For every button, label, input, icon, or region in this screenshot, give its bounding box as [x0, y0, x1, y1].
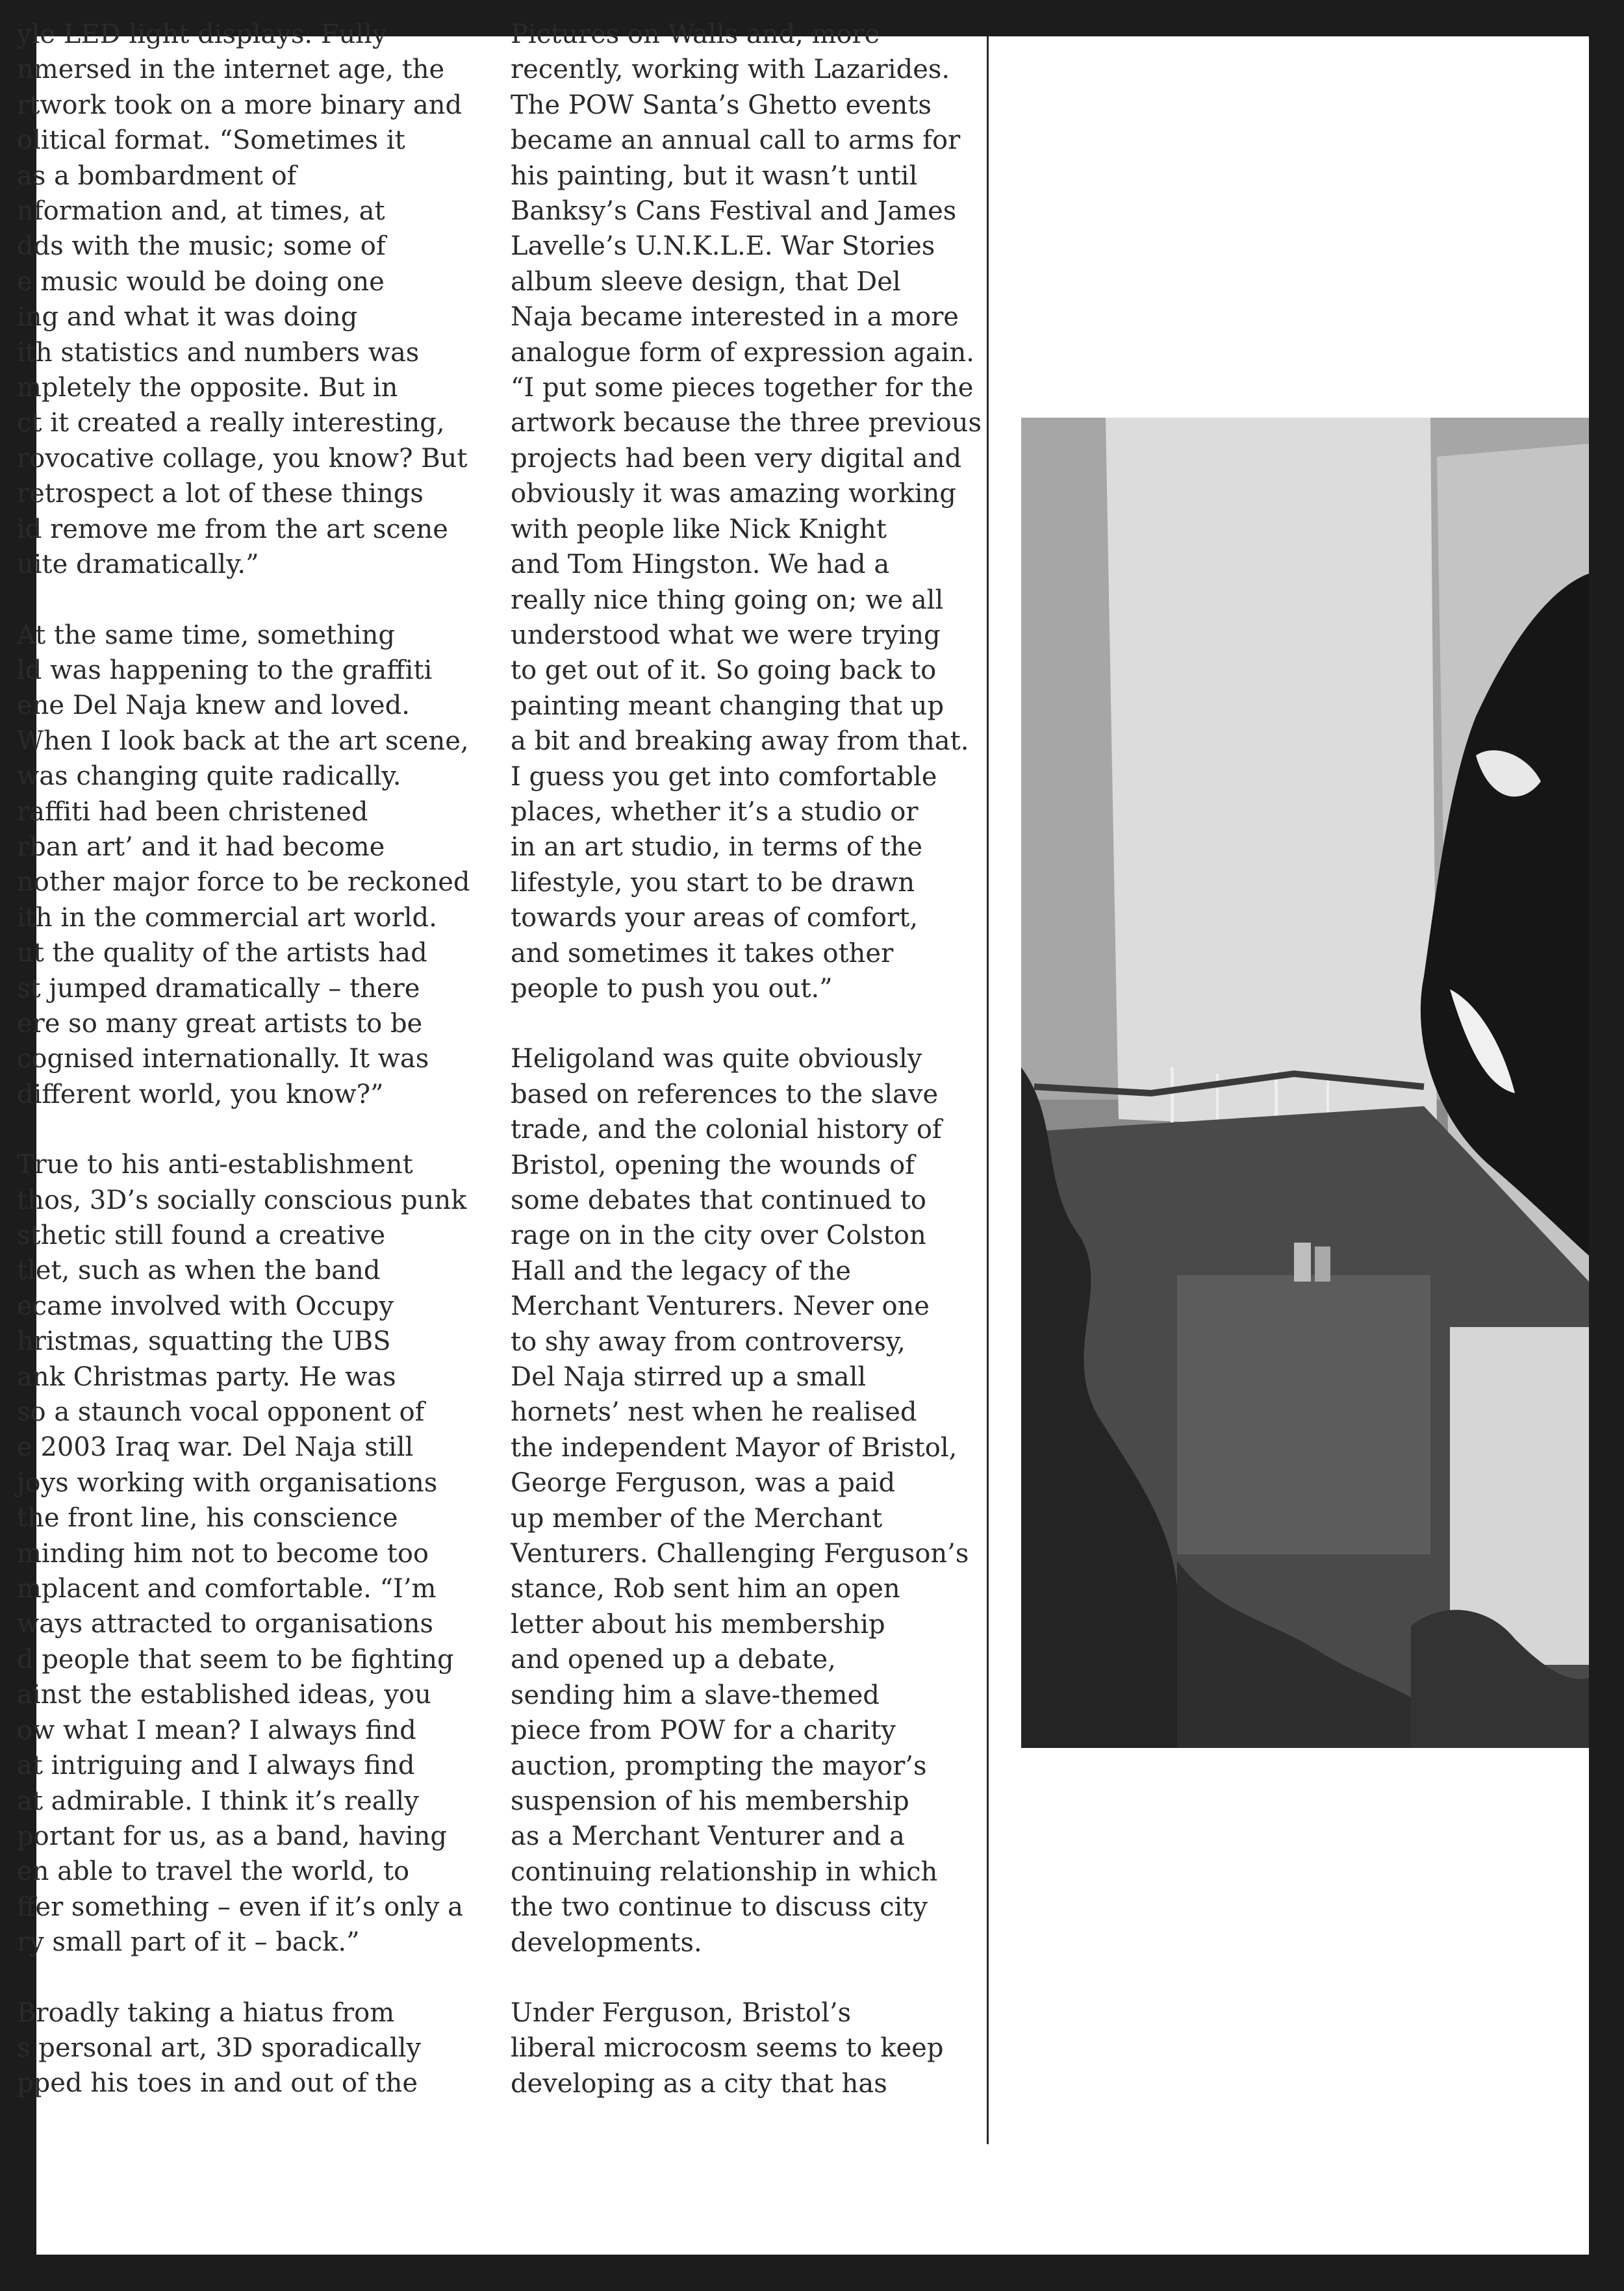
right-column-line: George Ferguson, was a paid [511, 1468, 896, 1499]
left-column-line: portant for us, as a band, having [17, 1821, 447, 1851]
left-column-line: When I look back at the art scene, [17, 726, 469, 756]
right-column-line [511, 1006, 1030, 1041]
left-column-line: e 2003 Iraq war. Del Naja still [17, 1432, 414, 1463]
right-column-line: became an annual call to arms for [511, 125, 961, 156]
left-column-line: d people that seem to be fighting [17, 1644, 454, 1675]
right-column-line: Pictures on Walls and, more [511, 19, 880, 49]
right-column-line: Hall and the legacy of the [511, 1256, 851, 1286]
right-column-line: recently, working with Lazarides. [511, 55, 950, 85]
left-column-line: ffer something – even if it’s only a [17, 1892, 463, 1922]
right-column-line: album sleeve design, that Del [511, 266, 901, 297]
left-column-line: s personal art, 3D sporadically [17, 2032, 422, 2063]
magazine-page [17, 19, 1589, 2255]
left-column-line: ere so many great artists to be [17, 1008, 423, 1039]
graffiti-wall-photo [1021, 418, 1589, 1748]
article-column-right [511, 17, 1030, 2101]
left-column-line: raffiti had been christened [17, 796, 368, 827]
left-column-line: ene Del Naja knew and loved. [17, 690, 410, 721]
left-column-line: pped his toes in and out of the [17, 2068, 418, 2099]
right-column-line: as a Merchant Venturer and a [511, 1821, 905, 1852]
right-column-line: trade, and the colonial history of [511, 1115, 942, 1145]
left-column-line: ld was happening to the graffiti [17, 655, 433, 685]
left-column-line: rovocative collage, you know? But [17, 443, 468, 474]
right-column-line: Heligoland was quite obviously [511, 1044, 922, 1074]
right-column-line: projects had been very digital and [511, 443, 962, 474]
left-column-line: olitical format. “Sometimes it [17, 125, 405, 156]
right-column-line: and Tom Hingston. We had a [511, 550, 890, 580]
left-column-line: nother major force to be reckoned [17, 867, 470, 898]
left-column-line: retrospect a lot of these things [17, 479, 424, 509]
left-column-line: en able to travel the world, to [17, 1856, 410, 1887]
left-column-line: tlet, such as when the band [17, 1256, 381, 1286]
right-column-line [511, 1960, 1030, 1995]
right-column-line: some debates that continued to [511, 1185, 926, 1215]
right-column-line: to get out of it. So going back to [511, 655, 937, 686]
left-column-line: thos, 3D’s socially conscious punk [17, 1185, 467, 1215]
left-column-line: at intriguing and I always find [17, 1751, 415, 1781]
right-column-line: Banksy’s Cans Festival and James [511, 196, 957, 227]
left-column-line: cognised internationally. It was [17, 1044, 429, 1074]
left-column-line: mpletely the opposite. But in [17, 373, 398, 403]
left-column-line: e music would be doing one [17, 266, 385, 297]
right-column-line: Del Naja stirred up a small [511, 1362, 867, 1393]
left-column-line: rban art’ and it had become [17, 831, 385, 862]
right-column-line: developing as a city that has [511, 2068, 887, 2099]
left-column-line: ct it created a really interesting, [17, 408, 445, 438]
left-column-line: rtwork took on a more binary and [17, 90, 463, 120]
right-column-line: people to push you out.” [511, 973, 833, 1004]
right-column-line: continuing relationship in which [511, 1856, 938, 1887]
left-column-line: Broadly taking a hiatus from [17, 1997, 395, 2028]
left-column-line: sthetic still found a creative [17, 1221, 386, 1250]
left-column-line: st jumped dramatically – there [17, 973, 420, 1004]
left-column-line: yle LED light displays. Fully [17, 19, 387, 49]
left-column-line: the front line, his conscience [17, 1503, 398, 1534]
right-column-line: hornets’ nest when he realised [511, 1397, 917, 1428]
right-column-line: Under Ferguson, Bristol’s [511, 1997, 852, 2028]
right-column-line: auction, prompting the mayor’s [511, 1751, 927, 1781]
left-column-line [17, 1112, 491, 1147]
right-column-line: and opened up a debate, [511, 1645, 836, 1675]
article-column-left [17, 17, 491, 2101]
right-column-line: towards your areas of comfort, [511, 903, 919, 933]
right-column-line: and sometimes it takes other [511, 938, 894, 968]
left-column-line: id remove me from the art scene [17, 514, 448, 544]
left-column-line [17, 583, 491, 618]
left-column-line: ing and what it was doing [17, 302, 358, 333]
right-column-line: understood what we were trying [511, 620, 941, 650]
right-column-line: “I put some pieces together for the [511, 373, 974, 403]
right-column-line: with people like Nick Knight [511, 514, 887, 544]
right-column-line: lifestyle, you start to be drawn [511, 867, 915, 898]
left-column-line: was changing quite radically. [17, 761, 401, 792]
right-column-line: suspension of his membership [511, 1786, 909, 1816]
left-column-line [17, 1960, 491, 1995]
right-column-line: obviously it was amazing working [511, 479, 956, 509]
left-column-line: hristmas, squatting the UBS [17, 1326, 391, 1357]
right-column-line: Lavelle’s U.N.K.L.E. War Stories [511, 231, 935, 262]
right-column-line: I guess you get into comfortable [511, 761, 937, 792]
column-divider [987, 36, 989, 2144]
right-column-line: liberal microcosm seems to keep [511, 2033, 944, 2064]
right-column-line: a bit and breaking away from that. [511, 726, 969, 757]
left-column-line: mplacent and comfortable. “I’m [17, 1574, 437, 1604]
left-column-line: ainst the established ideas, you [17, 1680, 431, 1710]
right-column-line: to shy away from controversy, [511, 1326, 906, 1357]
left-column-line: as a bombardment of [17, 160, 297, 191]
left-column-line: dds with the music; some of [17, 231, 386, 262]
right-column-line: in an art studio, in terms of the [511, 832, 923, 863]
left-column-line: nformation and, at times, at [17, 196, 385, 227]
right-column-line: really nice thing going on; we all [511, 585, 944, 615]
left-column-line: ecame involved with Occupy [17, 1291, 394, 1321]
right-column-line: analogue form of expression again. [511, 337, 974, 368]
right-column-line: artwork because the three previous [511, 408, 982, 438]
right-column-line: places, whether it’s a studio or [511, 796, 919, 827]
right-column-line: based on references to the slave [511, 1079, 939, 1109]
left-column-line: ways attracted to organisations [17, 1609, 434, 1639]
right-column-line: developments. [511, 1927, 702, 1958]
right-column-line: Bristol, opening the wounds of [511, 1150, 915, 1180]
right-column-line: the independent Mayor of Bristol, [511, 1432, 958, 1463]
right-column-line: the two continue to discuss city [511, 1892, 928, 1923]
left-column-line: ut the quality of the artists had [17, 938, 427, 968]
right-column-line: letter about his membership [511, 1609, 885, 1639]
left-column-line: ry small part of it – back.” [17, 1927, 360, 1958]
left-column-line: different world, you know?” [17, 1079, 384, 1109]
right-column-line: Merchant Venturers. Never one [511, 1291, 930, 1322]
right-column-line: his painting, but it wasn’t until [511, 160, 918, 191]
right-column-line: painting meant changing that up [511, 690, 945, 721]
right-column-line: up member of the Merchant [511, 1503, 883, 1534]
left-column-line: at admirable. I think it’s really [17, 1786, 419, 1816]
left-column-line: uite dramatically.” [17, 550, 259, 580]
right-column-line: rage on in the city over Colston [511, 1221, 926, 1251]
left-column-line: joys working with organisations [17, 1467, 438, 1498]
left-column-line: nmersed in the internet age, the [17, 55, 445, 85]
left-column-line: True to his anti-establishment [17, 1150, 413, 1180]
right-column-line: stance, Rob sent him an open [511, 1574, 900, 1604]
right-column-line: Naja became interested in a more [511, 302, 959, 333]
left-column-line: ith statistics and numbers was [17, 337, 420, 368]
left-column-line: ith in the commercial art world. [17, 902, 437, 933]
graffiti-wall-photo-icon [1021, 418, 1589, 1748]
left-column-line: At the same time, something [17, 620, 395, 650]
right-column-line: piece from POW for a charity [511, 1715, 896, 1746]
left-column-line: so a staunch vocal opponent of [17, 1397, 425, 1428]
right-column-line: The POW Santa’s Ghetto events [511, 90, 932, 120]
right-column-line: sending him a slave-themed [511, 1680, 880, 1710]
right-column-line: Venturers. Challenging Ferguson’s [511, 1539, 969, 1569]
left-column-line: minding him not to become too [17, 1538, 429, 1569]
left-column-line: ow what I mean? I always find [17, 1715, 416, 1745]
left-column-line: ank Christmas party. He was [17, 1361, 396, 1392]
